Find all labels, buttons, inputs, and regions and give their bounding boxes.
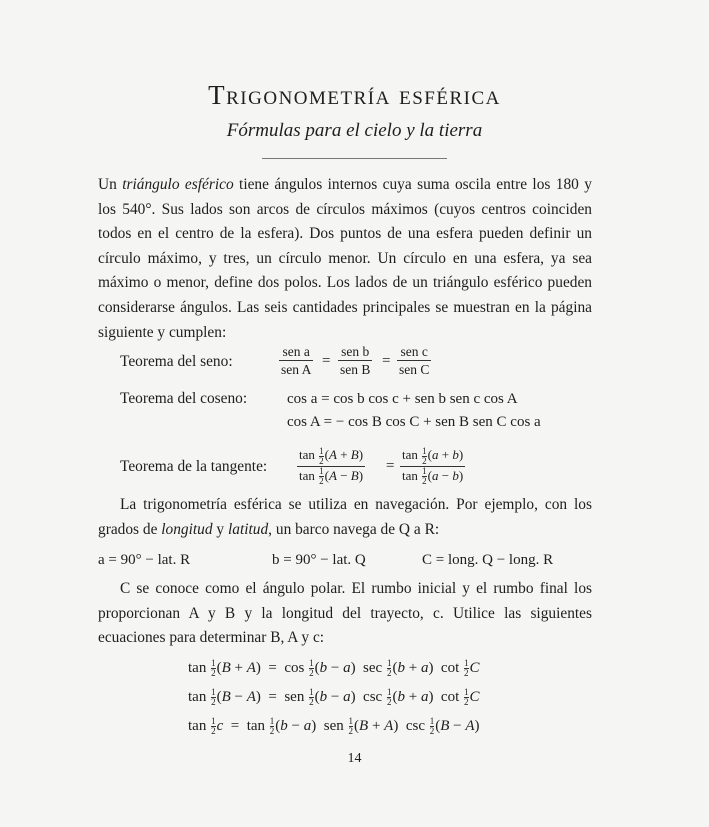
tangent-fraction-right: tan $\frac{1}{2}$ (a + b) tan $\frac{1}{2}$ (a − b): [402, 445, 464, 487]
navigation-paragraph: [98, 493, 592, 542]
equation-b: b = 90° − lat. Q: [272, 552, 366, 568]
nav-text-a: La trigonometría esférica se utiliza en navegación. Por ejemplo, con los grados de: [98, 496, 592, 538]
nav-and: y: [212, 520, 228, 538]
polar-angle-paragraph: C se conoce como el ángulo polar. El rumbo inicial y el rumbo final los proporcionan A y B y la longitud del trayecto, c. Utilice las siguientes ecuaciones para determinar B, A y c:: [98, 580, 592, 647]
sine-numerator-1: sen a: [279, 343, 313, 361]
tan-half-b-plus-a-formula: tan $\frac{1}{2}$ (B + A) = cos $\frac{1}{2}$ (b − a) sec $\frac{1}{2}$ (b + a) cot $\frac{1}{2}$ C: [188, 658, 480, 678]
sine-theorem-label: Teorema del seno:: [120, 353, 233, 370]
sine-numerator-2: sen b: [338, 343, 372, 361]
cosine-formula-2: cos A = − cos B cos C + sen B sen C cos a: [287, 414, 541, 430]
tan-half-b-minus-a-formula: tan $\frac{1}{2}$ (B − A) = sen $\frac{1}{2}$ (b − a) csc $\frac{1}{2}$ (b + a) cot $\frac{1}{2}$ C: [188, 687, 480, 707]
page-number: 14: [347, 751, 362, 766]
sine-fraction-1: [279, 343, 313, 378]
nav-longitude: longitud: [161, 520, 213, 538]
equals-sign: =: [382, 353, 391, 369]
sine-denominator-2: sen B: [340, 362, 371, 377]
sine-numerator-3: sen c: [397, 343, 431, 361]
intro-lead: Un: [98, 176, 123, 193]
nav-latitude: latitud: [227, 520, 269, 538]
title-divider: [262, 158, 447, 159]
equation-c: C = long. Q − long. R: [422, 552, 554, 568]
nav-text-b: , un barco navega de Q a R:: [268, 520, 440, 538]
intro-term: triángulo esférico: [122, 176, 234, 193]
tan-half-c-formula: tan $\frac{1}{2}$ c = tan $\frac{1}{2}$ (b − a) sen $\frac{1}{2}$ (B + A) csc $\frac{1}{2}$ (B − A): [188, 716, 480, 736]
equals-sign: =: [322, 353, 331, 369]
tangent-theorem-label: Teorema de la tangente:: [120, 458, 268, 475]
equals-sign: =: [386, 458, 395, 474]
sine-fraction-2: [338, 343, 372, 378]
tangent-fraction-left: tan $\frac{1}{2}$ (A + B) tan $\frac{1}{2}$ (A − B): [299, 445, 364, 487]
sine-denominator-1: sen A: [281, 362, 312, 377]
page-subtitle: Fórmulas para el cielo y la tierra: [226, 120, 483, 141]
intro-paragraph: [98, 173, 592, 345]
page-title: Trigonometría esférica: [208, 80, 501, 110]
intro-body: tiene ángulos internos cuya suma oscila entre los 180 y los 540°. Sus lados son arcos de círculos máximos (cuyos centros coinciden todos en el centro de la esfera). Dos puntos de una esfera pueden definir un círculo máximo, y tres, un círculo menor. Un círculo en una esfera, ya sea máximo o menor, define dos polos. Los lados de un triángulo esférico pueden considerarse ángulos. Las seis cantidades principales se muestran en la página siguiente y cumplen:: [98, 176, 592, 341]
sine-denominator-3: sen C: [399, 362, 430, 377]
equation-a: a = 90° − lat. R: [98, 552, 191, 568]
cosine-formula-1: cos a = cos b cos c + sen b sen c cos A: [287, 391, 518, 407]
sine-fraction-3: [397, 343, 431, 378]
cosine-theorem-label: Teorema del coseno:: [120, 390, 248, 407]
